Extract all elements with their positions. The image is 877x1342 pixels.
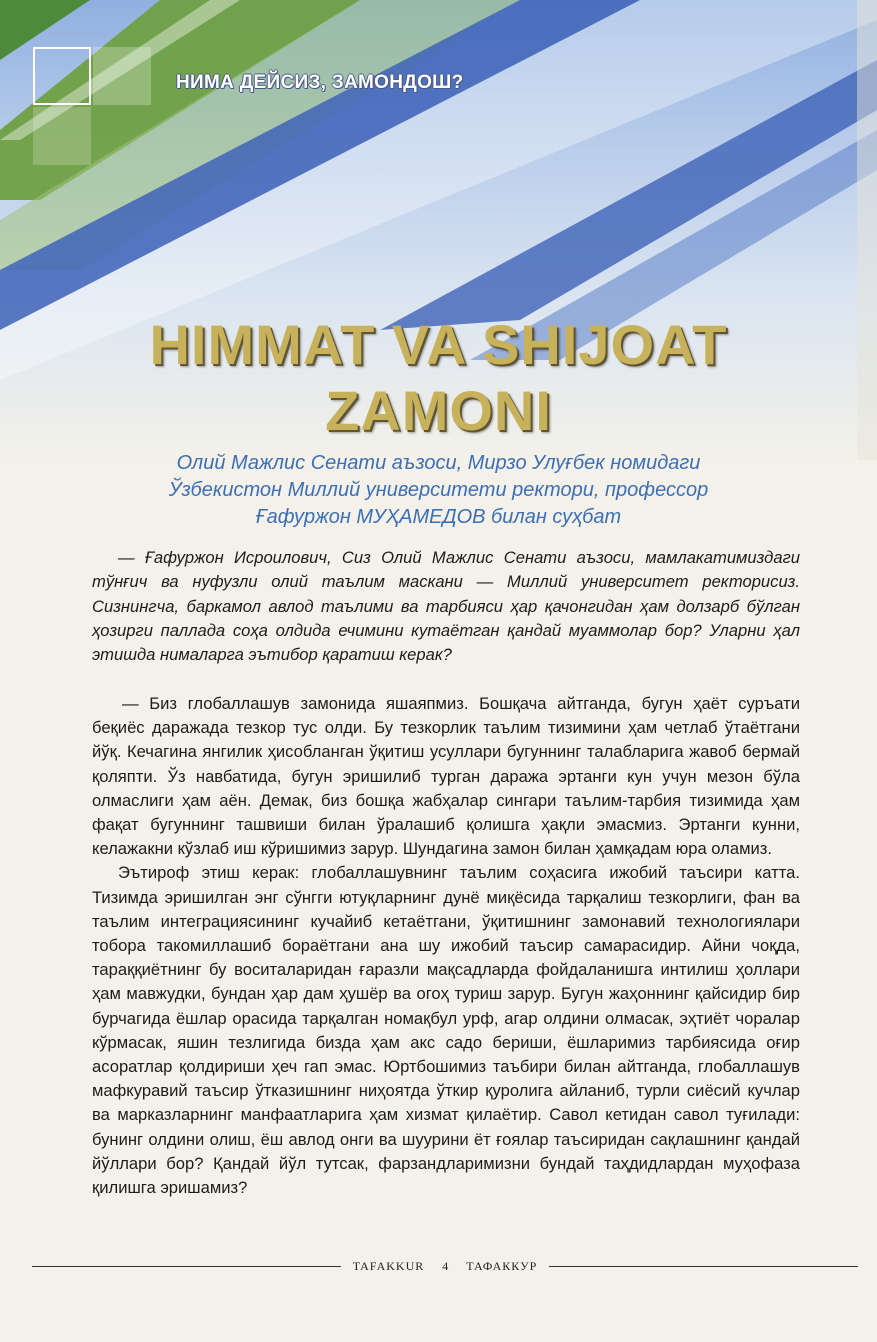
question-text: — Ғафуржон Исроилович, Сиз Олий Мажлис Сенати аъзоси, мамлакатимиздаги тўнғич ва нуфузли олий таълим маскани — Миллий университет ректорисиз. Сизнингча, баркамол авлод таълими ва тарбияси ҳар қачонгидан ҳам долзарб бўлган ҳозирги паллада соҳа олдида ечимини кутаётган қандай муаммолар бор? Уларни ҳал этишда нималарга эътибор қаратиш керак? [92,548,800,665]
article-body [92,692,800,1200]
footer-rule-right [549,1266,858,1267]
footer-magazine-latin: TAFAKKUR [352,1258,425,1273]
answer-paragraph-1: — Биз глобаллашув замонида яшаяпмиз. Бошқача айтганда, бугун ҳаёт суръати беқиёс даражада тезкор тус олди. Бу тезкорлик таълим тизимини ҳам четлаб ўтаётгани йўқ. Кечагина янгилик ҳисобланган ўқитиш усуллари бугуннинг талабларига жавоб бермай қоляпти. Ўз навбатида, бугун эришилиб турган даража эртанги кун учун мезон бўла олмаслиги ҳам аён. Демак, биз бошқа жабҳалар сингари таълим-тарбия тизимида ҳам фақат бугуннинг ташвиши билан ўралашиб қолишга ҳақли эмасмиз. Эртанги кунни, келажакни кўзлаб иш кўришимиз зарур. Шундагина замон билан ҳамқадам юра оламиз. [92,694,800,859]
page-footer [32,1256,858,1276]
article-subtitle [0,450,877,531]
rubric-heading: НИМА ДЕЙСИЗ, ЗАМОНДОШ? [176,72,464,93]
subtitle-line: Олий Мажлис Сенати аъзоси, Мирзо Улуғбек номидаги [176,452,701,474]
footer-rule-left [32,1266,341,1267]
article-title-line2: ZAMONI [325,379,552,442]
footer-magazine-cyrillic: ТАФАККУР [466,1258,538,1273]
subtitle-line: Ғафуржон МУҲАМЕДОВ билан суҳбат [255,506,622,528]
decorative-squares [32,46,152,186]
article-title-line1: HIMMAT VA SHIJOAT [149,313,728,376]
interview-question [92,546,800,667]
answer-paragraph-2: Эътироф этиш керак: глобаллашувнинг таълим соҳасига ижобий таъсири катта. Тизимда эришилган энг сўнгги ютуқларнинг дунё миқёсида тарқалиш тезкорлиги, фан ва таълим интеграциясининг кучайиб кетаётгани, ўқитишнинг замонавий технологиялари тобора такомиллашиб бораётгани ана шу ижобий таъсир самарасидир. Айни чоқда, тараққиётнинг бу воситаларидан ғаразли мақсадларда фойдаланишга интилиш ҳоллари ҳам мавжудки, бундан ҳар дам ҳушёр ва огоҳ туриш зарур. Бугун жаҳоннинг қайсидир бир бурчагида ёшлар орасида тарқалган номақбул урф, агар олдини олмасак, эҳтиёт чоралар кўрмасак, яшин тезлигида бизда ҳам акс садо бериши, ёшларимиз тарбиясида оғир асоратлар қолдириши ҳеч гап эмас. Юртбошимиз таъбири билан айтганда, глобаллашув мафкуравий таъсир ўтказишнинг ниҳоятда ўткир қуролига айланиб, турли сиёсий кучлар ва марказларнинг манфаатларига ҳам хизмат қилаётир. Савол кетидан савол туғилади: бунинг олдини олиш, ёш авлод онги ва шуурини ёт ғоялар таъсиридан сақлашнинг қандай йўллари бор? Қандай йўл тутсак, фарзандларимизни бундай таҳдидлардан муҳофаза қилишга эришамиз? [92,863,800,1198]
subtitle-line: Ўзбекистон Миллий университети ректори, профессор [168,479,709,501]
page-number: 4 [442,1258,449,1273]
